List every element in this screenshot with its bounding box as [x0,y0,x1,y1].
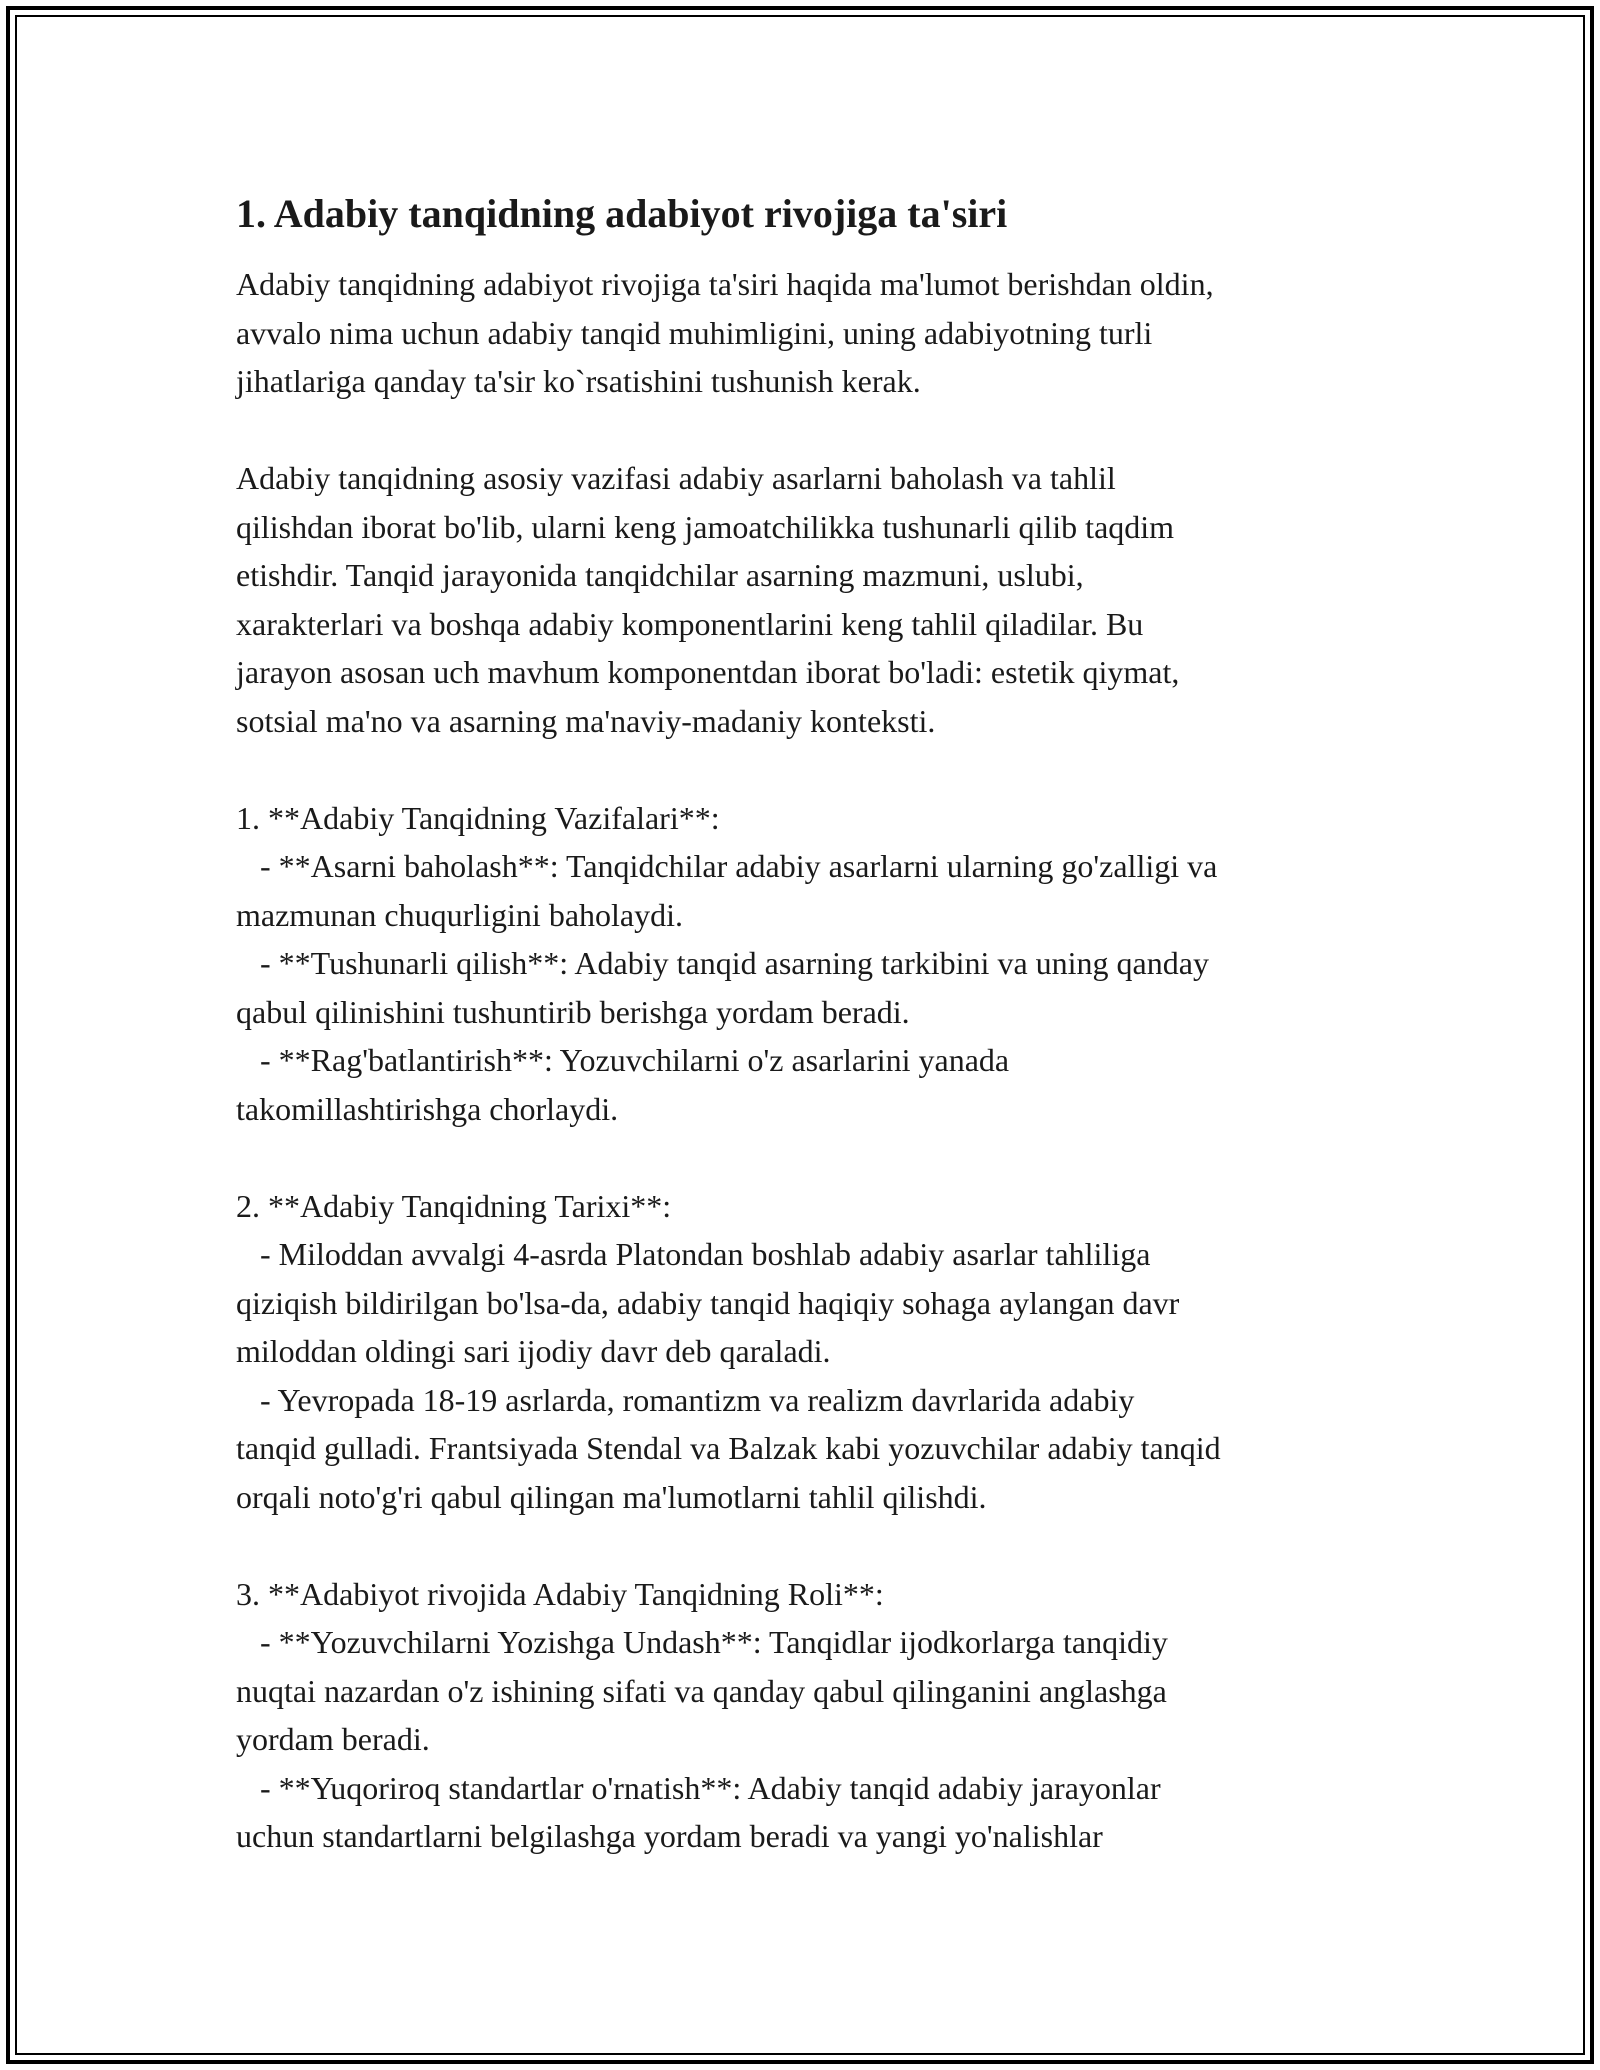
section-heading: 3. **Adabiyot rivojida Adabiy Tanqidning Roli**: [236,1575,884,1612]
text-line: qiziqish bildirilgan bo'lsa-da, adabiy tanqid haqiqiy sohaga aylangan davr [236,1284,1180,1321]
text-line: uchun standartlarni belgilashga yordam beradi va yangi yo'nalishlar [236,1818,1103,1854]
text-line: qabul qilinishini tushuntirib berishga yordam beradi. [236,993,910,1030]
text-line: avvalo nima uchun adabiy tanqid muhimligini, uning adabiyotning turli [236,314,1153,351]
text-line: Adabiy tanqidning asosiy vazifasi adabiy asarlarni baholash va tahlil [236,460,1116,496]
text-line: orqali noto'g'ri qabul qilingan ma'lumotlarni tahlil qilishdi. [236,1478,987,1515]
text-line: sotsial ma'no va asarning ma'naviy-madaniy konteksti. [236,702,936,739]
text-line: - Yevropada 18-19 asrlarda, romantizm va realizm davrlarida adabiy [236,1381,1135,1418]
text-line: - **Yozuvchilarni Yozishga Undash**: Tanqidlar ijodkorlarga tanqidiy [236,1624,1168,1660]
text-line: - **Yuqoriroq standartlar o'rnatish**: Adabiy tanqid adabiy jarayonlar [236,1769,1161,1806]
tasks-paragraph [236,454,1386,745]
text-line: etishdir. Tanqid jarayonida tanqidchilar asarning mazmuni, uslubi, [236,557,1084,593]
text-line: takomillashtirishga chorlaydi. [236,1090,619,1127]
text-line: xarakterlari va boshqa adabiy komponentlarini keng tahlil qiladilar. Bu [236,605,1144,642]
section-heading: 2. **Adabiy Tanqidning Tarixi**: [236,1187,672,1224]
text-line: tanqid gulladi. Frantsiyada Stendal va Balzak kabi yozuvchilar adabiy tanqid [236,1430,1221,1466]
document-body [236,186,1386,1861]
text-line: - **Asarni baholash**: Tanqidchilar adabiy asarlarni ularning go'zalligi va [236,848,1218,884]
section-roli [236,1570,1386,1861]
text-line: - **Tushunarli qilish**: Adabiy tanqid asarning tarkibini va uning qanday [236,945,1209,981]
text-line: qilishdan iborat bo'lib, ularni keng jamoatchilikka tushunarli qilib taqdim [236,508,1175,545]
text-line: jihatlariga qanday ta'sir ko`rsatishini tushunish kerak. [236,363,921,399]
text-line: miloddan oldingi sari ijodiy davr deb qaraladi. [236,1333,831,1369]
text-line: - **Rag'batlantirish**: Yozuvchilarni o'z asarlarini yanada [236,1042,1010,1078]
intro-paragraph [236,260,1386,406]
text-line: yordam beradi. [236,1721,430,1757]
section-heading: 1. **Adabiy Tanqidning Vazifalari**: [236,799,720,836]
text-line: nuqtai nazardan o'z ishining sifati va qanday qabul qilinganini anglashga [236,1672,1167,1709]
section-tarixi [236,1182,1386,1522]
text-line: jarayon asosan uch mavhum komponentdan iborat bo'ladi: estetik qiymat, [236,654,1180,690]
section-vazifalari [236,794,1386,1134]
document-title: 1. Adabiy tanqidning adabiyot rivojiga ta'siri [236,191,1008,236]
text-line: - Miloddan avvalgi 4-asrda Platondan boshlab adabiy asarlar tahliliga [236,1236,1151,1272]
text-line: Adabiy tanqidning adabiyot rivojiga ta'siri haqida ma'lumot berishdan oldin, [236,266,1214,302]
text-line: mazmunan chuqurligini baholaydi. [236,896,683,933]
